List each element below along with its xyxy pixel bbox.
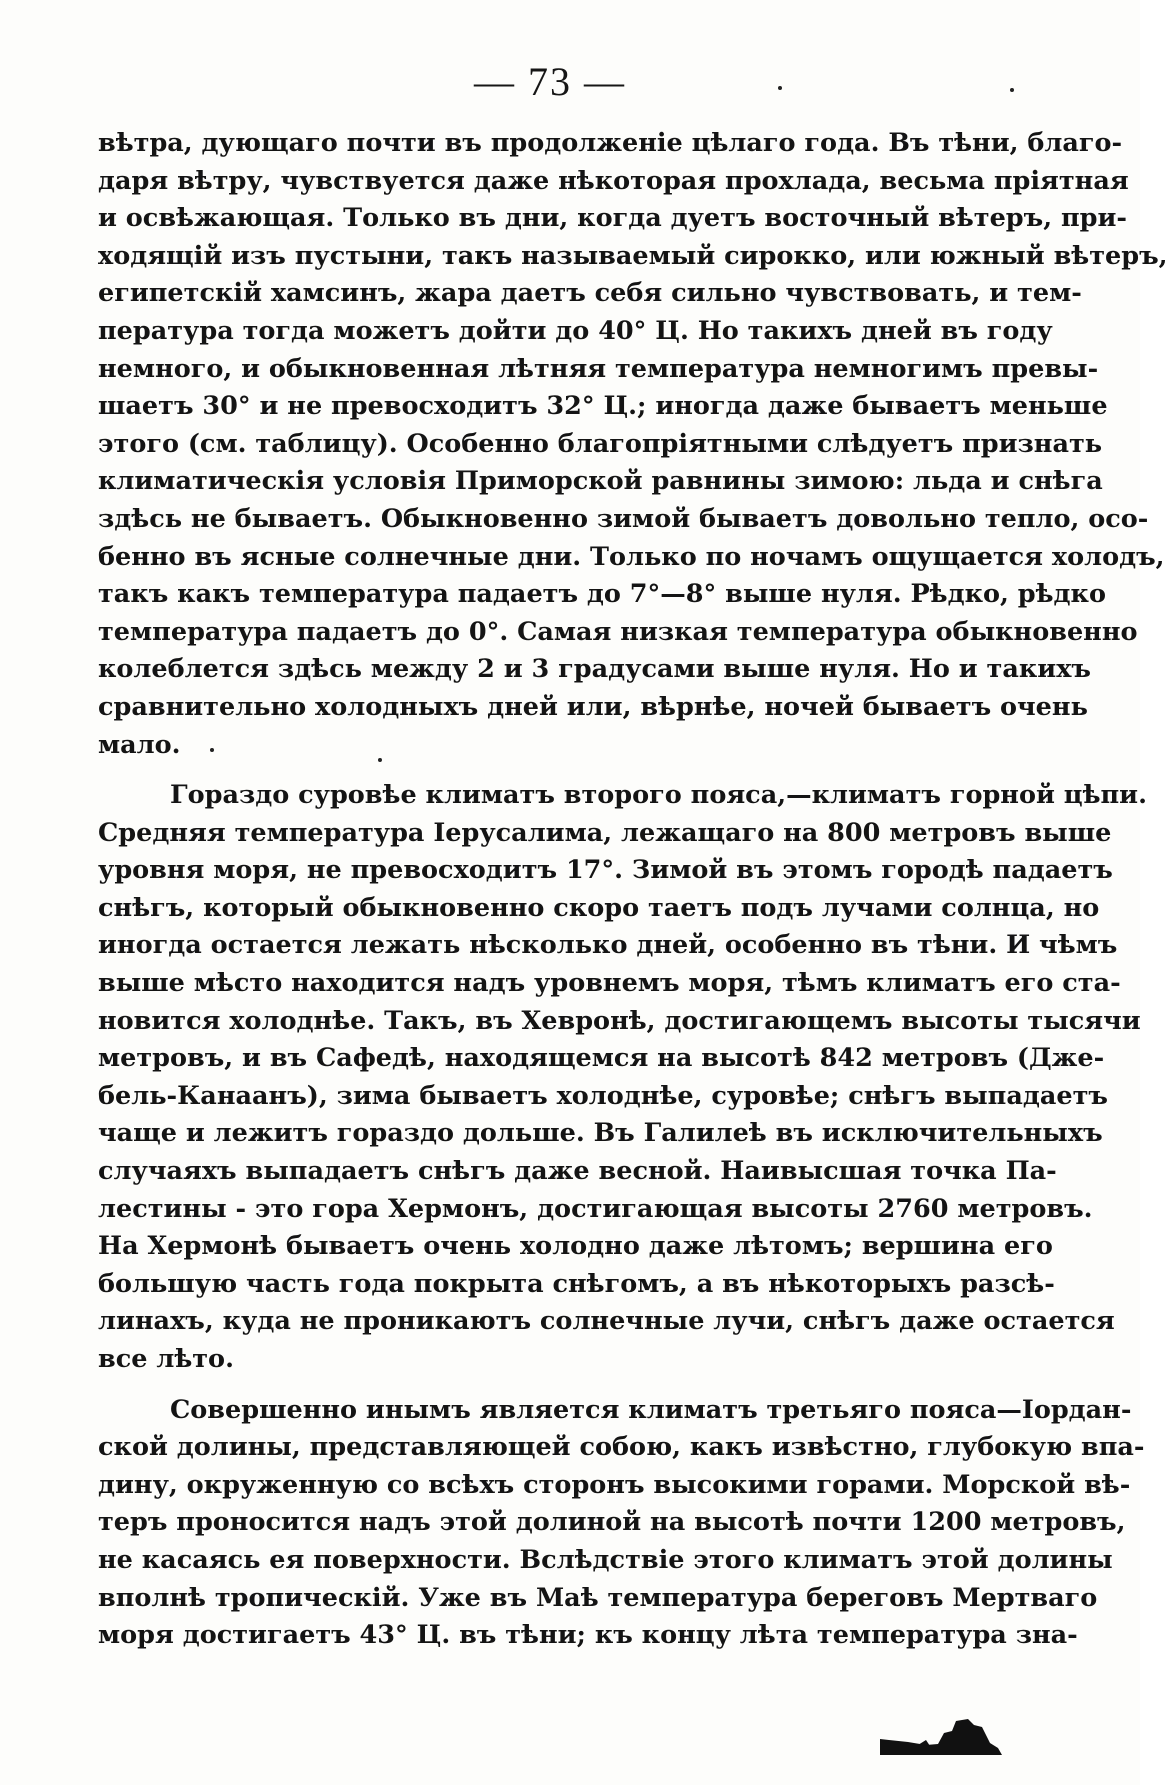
- text-line: мало.: [98, 729, 181, 760]
- text-line: сравнительно холодныхъ дней или, вѣрнѣе, ночей бываетъ очень: [98, 691, 1088, 722]
- text-line: и освѣжающая. Только въ дни, когда дуетъ восточный вѣтеръ, при-: [98, 203, 1127, 234]
- text-line: даря вѣтру, чувствуется даже нѣкоторая прохлада, весьма пріятная: [98, 165, 1129, 196]
- text-line: температура падаетъ до 0°. Самая низкая температура обыкновенно: [98, 616, 1138, 647]
- text-line: ской долины, представляющей собою, какъ извѣстно, глубокую впа-: [98, 1432, 1145, 1463]
- text-line: чаще и лежитъ гораздо дольше. Въ Галилеѣ въ исключительныхъ: [98, 1118, 1103, 1149]
- text-line: Средняя температура Іерусалима, лежащаго на 800 метровъ выше: [98, 817, 1112, 848]
- text-line: Гораздо суровѣе климатъ второго пояса,—климатъ горной цѣпи.: [170, 780, 1147, 811]
- text-line: метровъ, и въ Сафедѣ, находящемся на высотѣ 842 метровъ (Дже-: [98, 1043, 1105, 1074]
- text-line: этого (см. таблицу). Особенно благопріятными слѣдуетъ признать: [98, 428, 1103, 459]
- text-line: На Хермонѣ бываетъ очень холодно даже лѣтомъ; вершина его: [98, 1231, 1053, 1262]
- text-line: колеблется здѣсь между 2 и 3 градусами выше нуля. Но и такихъ: [98, 654, 1091, 685]
- text-line: большую часть года покрыта снѣгомъ, а въ нѣкоторыхъ разсѣ-: [98, 1268, 1055, 1299]
- text-line: немного, и обыкновенная лѣтняя температура немногимъ превы-: [98, 353, 1099, 384]
- text-line: египетскій хамсинъ, жара даетъ себя сильно чувствовать, и тем-: [98, 278, 1082, 309]
- page-number: — 73 —: [474, 59, 626, 104]
- text-line: такъ какъ температура падаетъ до 7°—8° выше нуля. Рѣдко, рѣдко: [98, 579, 1106, 610]
- text-line: не касаясь ея поверхности. Вслѣдствіе этого климатъ этой долины: [98, 1544, 1113, 1575]
- text-line: лестины - это гора Хермонъ, достигающая высоты 2760 метровъ.: [98, 1193, 1093, 1224]
- text-line: бенно въ ясные солнечные дни. Только по ночамъ ощущается холодъ,: [98, 541, 1165, 572]
- text-line: снѣгъ, который обыкновенно скоро таетъ подъ лучами солнца, но: [98, 892, 1100, 923]
- print-speck: [210, 748, 214, 752]
- text-line: иногда остается лежать нѣсколько дней, особенно въ тѣни. И чѣмъ: [98, 930, 1118, 961]
- text-line: новится холоднѣе. Такъ, въ Хевронѣ, достигающемъ высоты тысячи: [98, 1005, 1141, 1036]
- text-line: дину, окруженную со всѣхъ сторонъ высокими горами. Морской вѣ-: [98, 1469, 1131, 1500]
- print-speck: [778, 86, 782, 90]
- text-line: теръ проносится надъ этой долиной на высотѣ почти 1200 метровъ,: [98, 1507, 1126, 1538]
- text-line: случаяхъ выпадаетъ снѣгъ даже весной. Наивысшая точка Па-: [98, 1156, 1057, 1187]
- text-line: климатическія условія Приморской равнины зимою: льда и снѣга: [98, 466, 1103, 497]
- text-line: вѣтра, дующаго почти въ продолженіе цѣлаго года. Въ тѣни, благо-: [98, 128, 1123, 158]
- print-speck: [1010, 88, 1014, 92]
- text-line: выше мѣсто находится надъ уровнемъ моря, тѣмъ климатъ его ста-: [98, 968, 1121, 999]
- print-speck: [378, 758, 382, 762]
- text-line: пература тогда можетъ дойти до 40° Ц. Но такихъ дней въ году: [98, 315, 1053, 346]
- text-line: все лѣто.: [98, 1344, 234, 1374]
- paragraph-1: [98, 125, 1168, 764]
- text-line: Совершенно инымъ является климатъ третьяго пояса—Іордан-: [170, 1394, 1132, 1425]
- paragraph-2: [98, 777, 1147, 1379]
- text-line: вполнѣ тропическій. Уже въ Маѣ температура береговъ Мертваго: [98, 1582, 1098, 1613]
- body-text: [98, 125, 1168, 1655]
- text-line: ходящій изъ пустыни, такъ называемый сирокко, или южный вѣтеръ,: [98, 240, 1168, 271]
- text-line: линахъ, куда не проникаютъ солнечные лучи, снѣгъ даже остается: [98, 1306, 1115, 1337]
- text-line: бель-Канаанъ), зима бываетъ холоднѣе, суровѣе; снѣгъ выпадаетъ: [98, 1080, 1108, 1111]
- tailpiece-ornament-icon: [880, 1715, 1002, 1755]
- text-line: моря достигаетъ 43° Ц. въ тѣни; къ концу лѣта температура зна-: [98, 1620, 1078, 1651]
- text-line: шаетъ 30° и не превосходитъ 32° Ц.; иногда даже бываетъ меньше: [98, 391, 1108, 422]
- text-line: здѣсь не бываетъ. Обыкновенно зимой бываетъ довольно тепло, осо-: [98, 503, 1149, 534]
- text-line: уровня моря, не превосходитъ 17°. Зимой въ этомъ городѣ падаетъ: [98, 855, 1113, 886]
- paragraph-3: [98, 1392, 1145, 1655]
